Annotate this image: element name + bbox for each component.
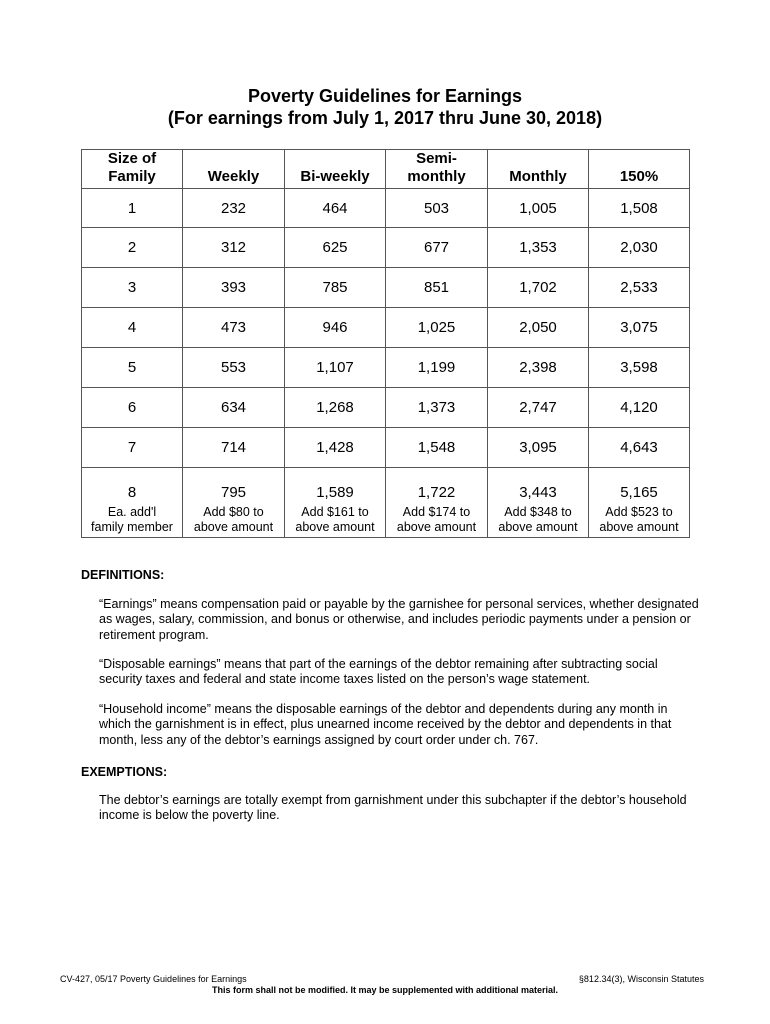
modification-notice: This form shall not be modified. It may be supplemented with additional material. (211, 985, 559, 995)
cell-semi-monthly: 677 (386, 228, 488, 268)
cell-family-size: 2 (82, 228, 183, 268)
cell-weekly: 473 (183, 308, 285, 348)
table-row (82, 468, 690, 503)
cell-semi-monthly: 1,373 (386, 388, 488, 428)
page-title: Poverty Guidelines for Earnings (247, 86, 523, 106)
cell-additional-bi-weekly: Add $161 to above amount (285, 502, 386, 538)
form-id: CV-427, 05/17 Poverty Guidelines for Earnings (60, 974, 247, 984)
cell-semi-monthly: 1,722 (386, 468, 488, 503)
table-row (82, 348, 690, 388)
cell-150-percent: 5,165 (589, 468, 690, 503)
table-row (82, 308, 690, 348)
header-bi-weekly: Bi-weekly (285, 150, 386, 189)
definitions-heading: DEFINITIONS: (81, 568, 165, 582)
cell-family-size: 6 (82, 388, 183, 428)
cell-additional-monthly: Add $348 to above amount (488, 502, 589, 538)
cell-semi-monthly: 851 (386, 268, 488, 308)
cell-additional-semi-monthly: Add $174 to above amount (386, 502, 488, 538)
cell-monthly: 3,443 (488, 468, 589, 503)
table-header-row (82, 150, 690, 189)
cell-semi-monthly: 503 (386, 189, 488, 228)
header-size-of-family: Size of Family (82, 150, 183, 189)
cell-monthly: 2,747 (488, 388, 589, 428)
cell-150-percent: 2,030 (589, 228, 690, 268)
cell-monthly: 1,702 (488, 268, 589, 308)
cell-weekly: 232 (183, 189, 285, 228)
header-semi-monthly: Semi- monthly (386, 150, 488, 189)
poverty-guidelines-table (81, 149, 690, 538)
cell-150-percent: 3,598 (589, 348, 690, 388)
cell-150-percent: 1,508 (589, 189, 690, 228)
cell-monthly: 1,005 (488, 189, 589, 228)
table-row (82, 388, 690, 428)
header-weekly: Weekly (183, 150, 285, 189)
cell-family-size: 5 (82, 348, 183, 388)
cell-bi-weekly: 625 (285, 228, 386, 268)
header-monthly: Monthly (488, 150, 589, 189)
cell-150-percent: 4,120 (589, 388, 690, 428)
cell-semi-monthly: 1,548 (386, 428, 488, 468)
cell-semi-monthly: 1,199 (386, 348, 488, 388)
cell-bi-weekly: 1,428 (285, 428, 386, 468)
table-row (82, 189, 690, 228)
definition-household-income: “Household income” means the disposable earnings of the debtor and dependents during any month in which the garnishment is in effect, plus unearned income received by the debtor and dependents in that month, less any of the debtor’s earnings assigned by court order under ch. 767. (99, 702, 672, 747)
table-row (82, 428, 690, 468)
cell-bi-weekly: 1,589 (285, 468, 386, 503)
cell-family-size: 7 (82, 428, 183, 468)
exemptions-heading: EXEMPTIONS: (81, 765, 168, 779)
page-subtitle: (For earnings from July 1, 2017 thru June 30, 2018) (167, 108, 603, 128)
cell-semi-monthly: 1,025 (386, 308, 488, 348)
header-150-percent: 150% (589, 150, 690, 189)
cell-monthly: 3,095 (488, 428, 589, 468)
definition-earnings: “Earnings” means compensation paid or payable by the garnishee for personal services, whether designated as wages, salary, commission, and bonus or otherwise, and includes periodic payments under a pension or retirement program. (99, 597, 699, 642)
table-row (82, 228, 690, 268)
table-row (82, 268, 690, 308)
cell-family-size: 3 (82, 268, 183, 308)
cell-weekly: 714 (183, 428, 285, 468)
cell-family-size: 4 (82, 308, 183, 348)
cell-monthly: 1,353 (488, 228, 589, 268)
cell-additional-weekly: Add $80 to above amount (183, 502, 285, 538)
definition-disposable-earnings: “Disposable earnings” means that part of the earnings of the debtor remaining after subtracting social security taxes and federal and state income taxes listed on the person’s wage statement. (99, 657, 658, 687)
cell-150-percent: 4,643 (589, 428, 690, 468)
cell-monthly: 2,050 (488, 308, 589, 348)
cell-monthly: 2,398 (488, 348, 589, 388)
cell-family-size: 8 (82, 468, 183, 503)
cell-weekly: 393 (183, 268, 285, 308)
cell-additional-150-percent: Add $523 to above amount (589, 502, 690, 538)
cell-weekly: 634 (183, 388, 285, 428)
cell-bi-weekly: 1,268 (285, 388, 386, 428)
cell-150-percent: 3,075 (589, 308, 690, 348)
cell-bi-weekly: 1,107 (285, 348, 386, 388)
cell-family-size: 1 (82, 189, 183, 228)
cell-bi-weekly: 785 (285, 268, 386, 308)
additional-member-row (82, 502, 690, 538)
statute-reference: §812.34(3), Wisconsin Statutes (578, 974, 704, 984)
cell-weekly: 312 (183, 228, 285, 268)
cell-weekly: 553 (183, 348, 285, 388)
cell-150-percent: 2,533 (589, 268, 690, 308)
cell-additional-label: Ea. add'l family member (82, 502, 183, 538)
cell-bi-weekly: 946 (285, 308, 386, 348)
cell-bi-weekly: 464 (285, 189, 386, 228)
cell-weekly: 795 (183, 468, 285, 503)
exemptions-text: The debtor’s earnings are totally exempt from garnishment under this subchapter if the debtor’s household income is below the poverty line. (99, 793, 687, 823)
